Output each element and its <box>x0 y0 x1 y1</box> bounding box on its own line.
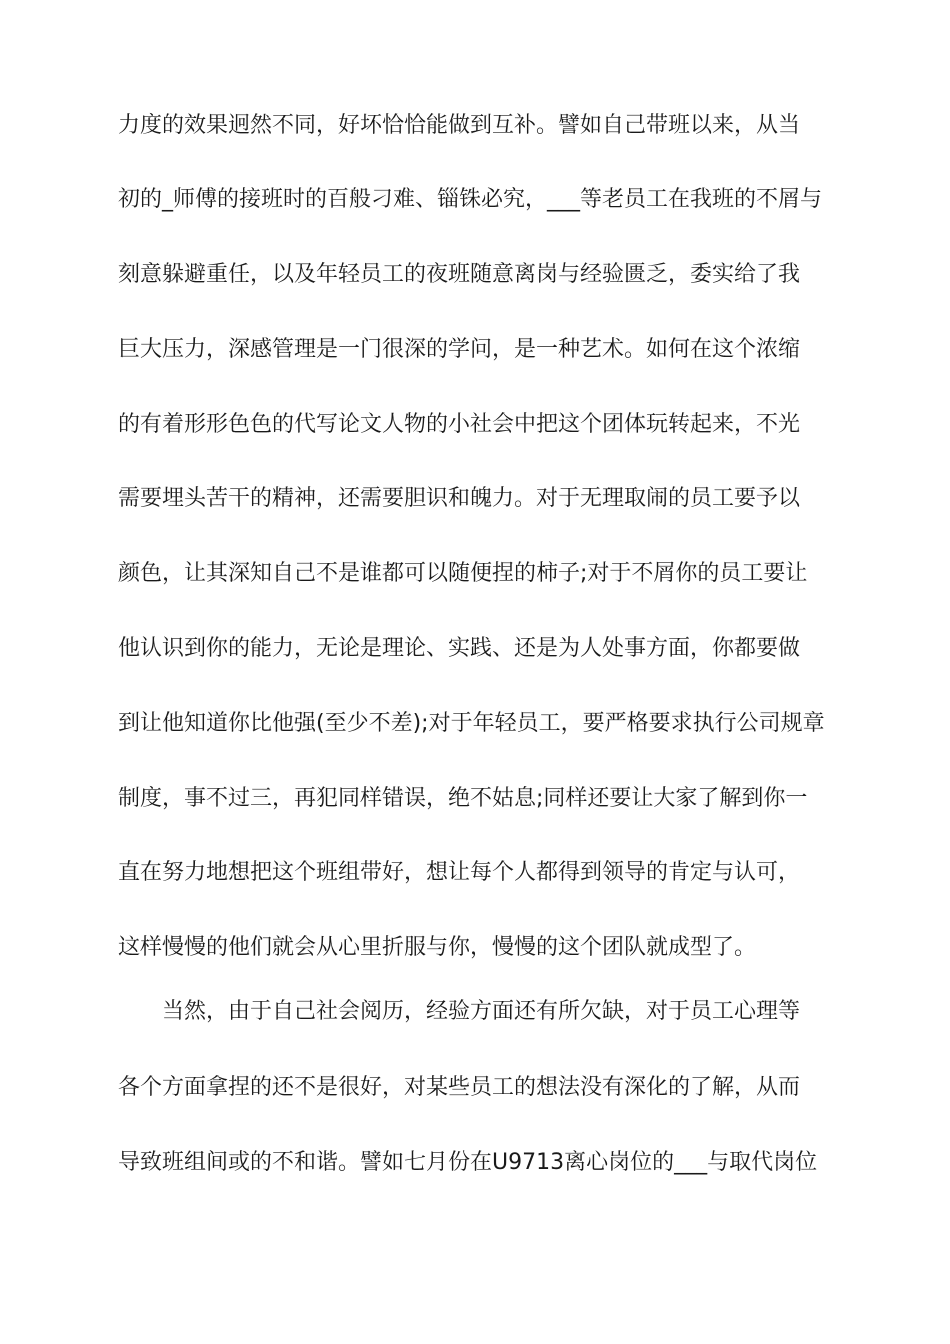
text-line-11: 直在努力地想把这个班组带好，想让每个人都得到领导的肯定与认可， <box>118 860 801 885</box>
text-line-3: 刻意躲避重任，以及年轻员工的夜班随意离岗与经验匮乏，委实给了我 <box>118 262 801 287</box>
text-line-9: 到让他知道你比他强(至少不差);对于年轻员工，要严格要求执行公司规章 <box>118 711 825 736</box>
text-line-4: 巨大压力，深感管理是一门很深的学问，是一种艺术。如何在这个浓缩 <box>118 337 801 362</box>
text-line-10: 制度，事不过三，再犯同样错误，绝不姑息;同样还要让大家了解到你一 <box>118 786 808 811</box>
text-line-2: 初的_师傅的接班时的百般刁难、锱铢必究，___等老员工在我班的不屑与 <box>118 187 823 212</box>
text-line-14: 各个方面拿捏的还不是很好，对某些员工的想法没有深化的了解，从而 <box>118 1075 801 1100</box>
text-line-1: 力度的效果迥然不同，好坏恰恰能做到互补。譬如自己带班以来，从当 <box>118 113 801 138</box>
text-line-12: 这样慢慢的他们就会从心里折服与你，慢慢的这个团队就成型了。 <box>118 935 757 960</box>
paragraph-start-line: 当然，由于自己社会阅历，经验方面还有所欠缺，对于员工心理等 <box>162 999 801 1024</box>
text-line-15: 导致班组间或的不和谐。譬如七月份在U9713离心岗位的___与取代岗位 <box>118 1150 818 1175</box>
text-line-7: 颜色，让其深知自己不是谁都可以随便捏的柿子;对于不屑你的员工要让 <box>118 561 808 586</box>
text-line-8: 他认识到你的能力，无论是理论、实践、还是为人处事方面，你都要做 <box>118 636 801 661</box>
text-line-6: 需要埋头苦干的精神，还需要胆识和魄力。对于无理取闹的员工要予以 <box>118 486 801 511</box>
text-line-5: 的有着形形色色的代写论文人物的小社会中把这个团体玩转起来，不光 <box>118 412 801 437</box>
